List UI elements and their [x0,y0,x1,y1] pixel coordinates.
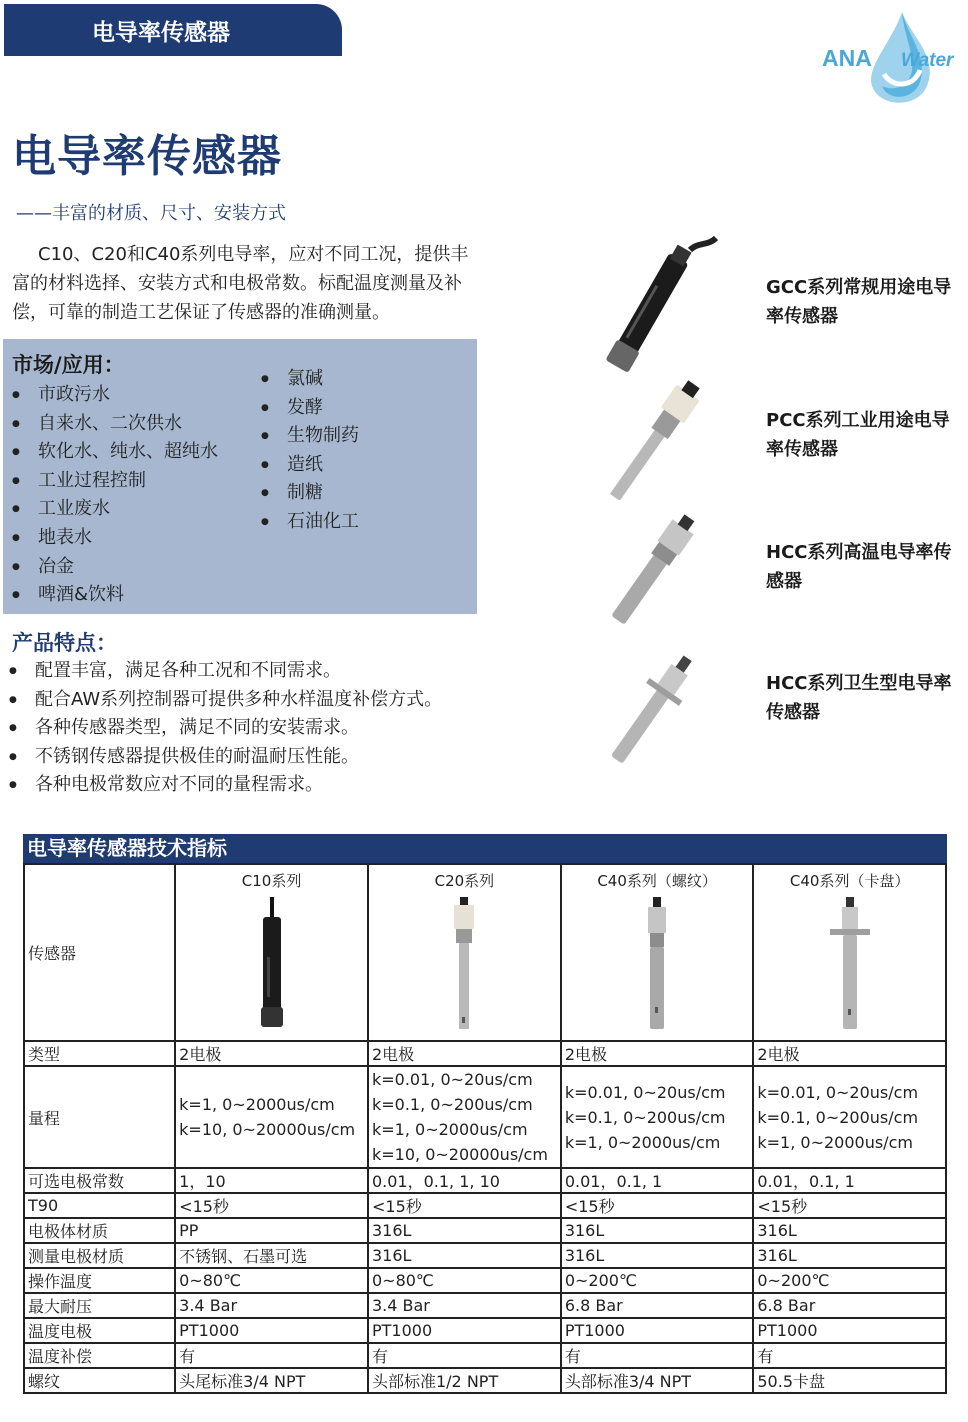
table-cell: 有 [175,1343,368,1368]
table-cell-label: 量程 [24,1066,175,1168]
table-cell: 316L [561,1218,754,1243]
page-subtitle: ——丰富的材质、尺寸、安装方式 [16,203,286,224]
table-cell-header [753,864,946,1041]
table-cell: PT1000 [561,1318,754,1343]
list-item: ● 造纸 [255,451,359,480]
column-title: C40系列（卡盘） [789,872,910,890]
table-cell: 316L [368,1243,561,1268]
table-cell: <15秒 [753,1193,946,1218]
table-cell-label: 最大耐压 [24,1293,175,1318]
table-cell: 0.01，0.1, 1 [561,1168,754,1193]
list-item: ● 石油化工 [255,508,359,537]
table-cell: 316L [753,1243,946,1268]
list-item: ● 发酵 [255,394,359,423]
list-item: ● 冶金 [6,553,218,582]
hcc-sanitary-sensor-image [588,645,723,765]
table-cell: 316L [368,1218,561,1243]
spec-table-title: 电导率传感器技术指标 [23,834,947,863]
table-cell: 有 [753,1343,946,1368]
table-cell: <15秒 [368,1193,561,1218]
table-cell: 2电极 [753,1041,946,1066]
table-cell-label: 温度补偿 [24,1343,175,1368]
list-item: ● 市政污水 [6,381,218,410]
range-line: k=0.01, 0~20us/cm [564,1082,726,1102]
table-cell: 头尾标准3/4 NPT [175,1368,368,1393]
range-line: k=1, 0~2000us/cm [179,1095,335,1114]
column-title: C20系列 [434,872,495,890]
table-row [24,1243,946,1268]
table-cell-label: T90 [24,1193,175,1218]
gcc-sensor-image [580,232,730,372]
market-list-right [255,365,359,537]
list-item: ● 工业过程控制 [6,467,218,496]
range-line: k=1, 0~2000us/cm [371,1120,528,1139]
table-cell: 头部标准3/4 NPT [561,1368,754,1393]
spec-table [23,863,947,1394]
list-item: ● 啤酒&饮料 [6,581,218,610]
table-cell: 2电极 [368,1041,561,1066]
table-cell: 2电极 [561,1041,754,1066]
table-row [24,1168,946,1193]
table-cell: PT1000 [368,1318,561,1343]
table-row [24,1293,946,1318]
table-cell: 6.8 Bar [561,1293,754,1318]
anawater-logo [822,8,967,108]
table-row [24,1368,946,1393]
table-cell-label: 传感器 [24,864,175,1041]
table-cell [753,1066,946,1168]
list-item: ● 配合AW系列控制器可提供多种水样温度补偿方式。 [3,686,442,715]
table-row [24,1318,946,1343]
range-line: k=0.01, 0~20us/cm [371,1070,533,1089]
table-cell [175,1066,368,1168]
table-row [24,864,946,1041]
range-line: k=0.1, 0~200us/cm [371,1095,533,1114]
market-list-left [6,381,218,610]
header-tab [4,4,342,56]
table-cell-header [561,864,754,1041]
table-row [24,1218,946,1243]
table-cell-label: 温度电极 [24,1318,175,1343]
table-cell [561,1066,754,1168]
table-cell: 1，10 [175,1168,368,1193]
intro-paragraph: C10、C20和C40系列电导率，应对不同工况，提供丰富的材料选择、安装方式和电极常数。标配温度测量及补偿，可靠的制造工艺保证了传感器的准确测量。 [12,244,469,323]
product-label-gcc: GCC系列常规用途电导率传感器 [766,277,952,327]
range-line: k=10, 0~20000us/cm [371,1145,548,1164]
table-cell: 有 [561,1343,754,1368]
page-title: 电导率传感器 [12,131,282,182]
table-cell: <15秒 [561,1193,754,1218]
list-item: ● 各种电极常数应对不同的量程需求。 [3,771,442,800]
table-cell-header [368,864,561,1041]
range-line: k=1, 0~2000us/cm [757,1132,913,1152]
market-box [3,339,477,614]
c40-clamp-sensor-image [825,897,875,1032]
market-title: 市场/应用： [12,353,125,377]
table-row [24,1041,946,1066]
table-row [24,1066,946,1168]
c40-thread-sensor-image [637,897,677,1032]
table-cell: 3.4 Bar [368,1293,561,1318]
list-item: ● 软化水、纯水、超纯水 [6,438,218,467]
table-row [24,1343,946,1368]
table-row [24,1268,946,1293]
hcc-hightemp-sensor-image [590,508,720,626]
table-cell: 316L [561,1243,754,1268]
table-cell: PT1000 [175,1318,368,1343]
table-cell-label: 操作温度 [24,1268,175,1293]
product-label-hcc-hightemp: HCC系列高温电导率传感器 [766,542,952,592]
list-item: ● 自来水、二次供水 [6,410,218,439]
table-cell: PT1000 [753,1318,946,1343]
list-item: ● 生物制药 [255,422,359,451]
list-item: ● 地表水 [6,524,218,553]
column-title: C40系列（螺纹） [597,872,717,890]
table-cell-header [175,864,368,1041]
list-item: ● 不锈钢传感器提供极佳的耐温耐压性能。 [3,743,442,772]
table-cell: 3.4 Bar [175,1293,368,1318]
table-cell-label: 螺纹 [24,1368,175,1393]
table-cell: 2电极 [175,1041,368,1066]
list-item: ● 制糖 [255,479,359,508]
range-line: k=1, 0~2000us/cm [564,1132,721,1152]
logo-text-left: ANA [822,45,872,71]
list-item: ● 工业废水 [6,495,218,524]
product-label-pcc: PCC系列工业用途电导率传感器 [766,410,950,460]
product-label-hcc-sanitary: HCC系列卫生型电导率传感器 [766,673,952,723]
table-cell [368,1066,561,1168]
table-cell: 0.01，0.1, 1 [753,1168,946,1193]
table-cell: <15秒 [175,1193,368,1218]
range-line: k=10, 0~20000us/cm [179,1120,356,1139]
table-cell: 316L [753,1218,946,1243]
table-cell-label: 可选电极常数 [24,1168,175,1193]
table-cell: 0~80℃ [175,1268,368,1293]
table-cell-label: 电极体材质 [24,1218,175,1243]
range-line: k=0.1, 0~200us/cm [564,1107,726,1127]
features-list [3,657,442,800]
table-cell: 0.01，0.1, 1, 10 [368,1168,561,1193]
table-cell: 0~200℃ [561,1268,754,1293]
range-line: k=0.1, 0~200us/cm [757,1107,919,1127]
c20-sensor-image [444,897,484,1032]
table-cell: 有 [368,1343,561,1368]
table-cell-label: 类型 [24,1041,175,1066]
logo-text-right: Water [901,50,954,71]
table-cell: 50.5卡盘 [753,1368,946,1393]
c10-sensor-image [252,897,292,1032]
table-cell: 6.8 Bar [753,1293,946,1318]
list-item: ● 氯碱 [255,365,359,394]
table-row [24,1193,946,1218]
range-line: k=0.01, 0~20us/cm [757,1082,919,1102]
header-tab-title: 电导率传感器 [92,19,230,46]
list-item: ● 各种传感器类型，满足不同的安装需求。 [3,714,442,743]
table-cell: 0~200℃ [753,1268,946,1293]
table-cell: 头部标准1/2 NPT [368,1368,561,1393]
table-cell: 0~80℃ [368,1268,561,1293]
table-cell: 不锈钢、石墨可选 [175,1243,368,1268]
table-cell-label: 测量电极材质 [24,1243,175,1268]
pcc-sensor-image [585,380,725,500]
table-cell: PP [175,1218,368,1243]
list-item: ● 配置丰富，满足各种工况和不同需求。 [3,657,442,686]
features-title: 产品特点： [12,631,117,655]
column-title: C10系列 [241,872,302,890]
